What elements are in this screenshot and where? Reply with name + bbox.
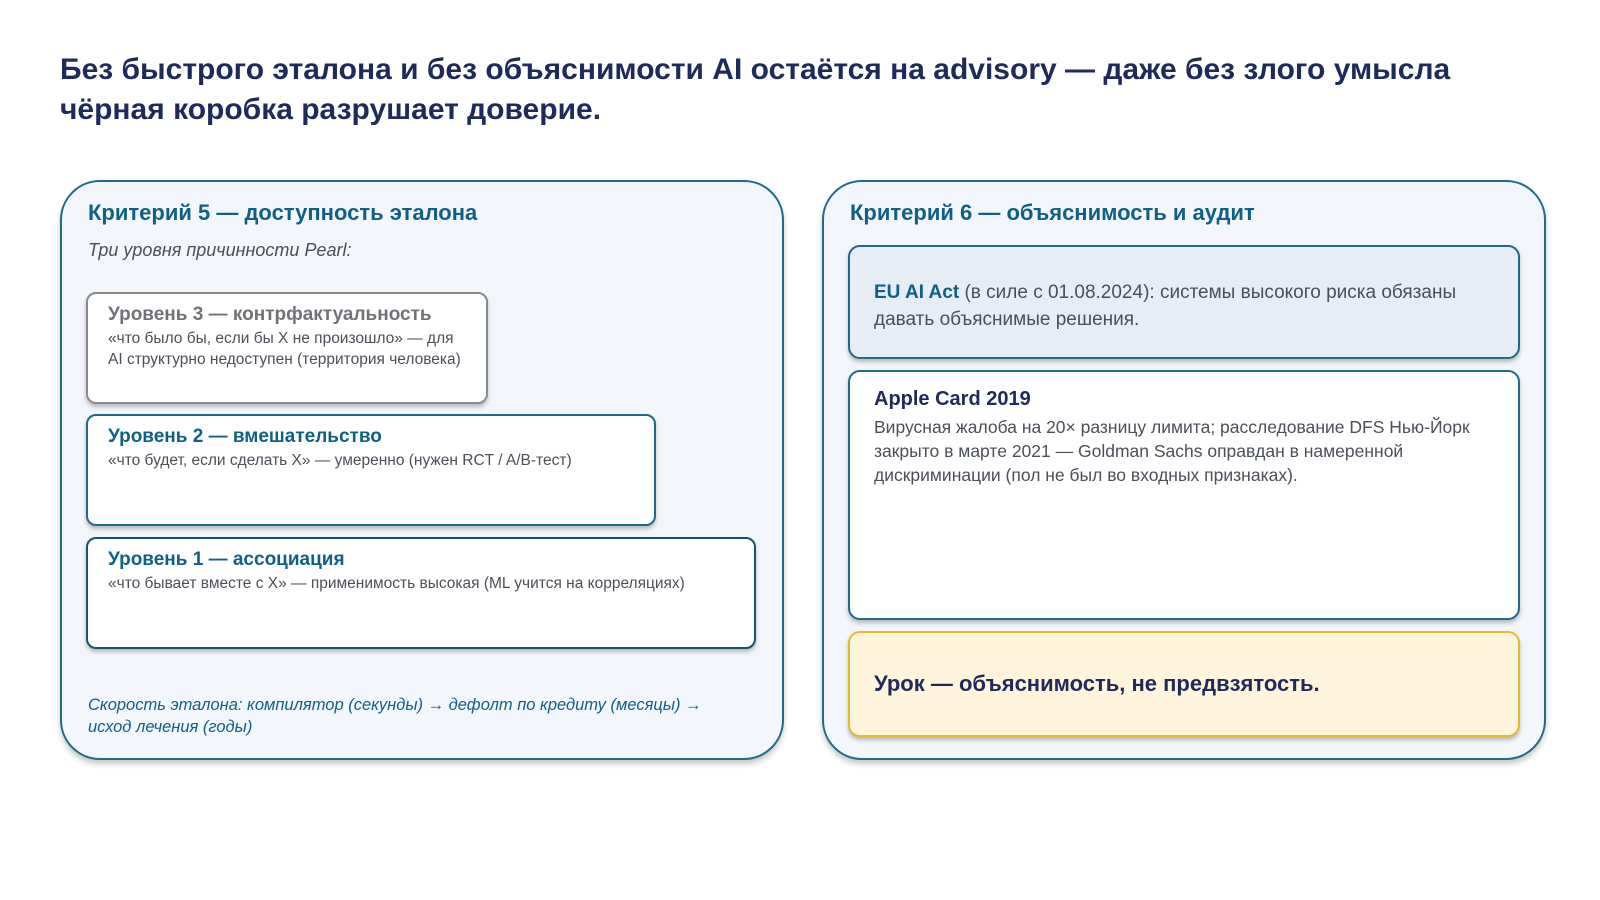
eu-ai-act-highlight: EU AI Act bbox=[874, 282, 960, 303]
causality-subtitle: Три уровня причинности Pearl: bbox=[88, 240, 352, 260]
level-1-card bbox=[86, 537, 756, 649]
apple-card-desc: Вирусная жалоба на 20× разницу лимита; расследование DFS Нью-Йорк закрыто в марте 2021 — Goldman Sachs оправдан в намеренной дискриминации (пол не был во входных признаках). bbox=[874, 417, 1470, 485]
eu-ai-act-body: (в силе с 01.08.2024): системы высокого риска обязаны давать объяснимые решения. bbox=[874, 282, 1457, 330]
criterion-5-title: Критерий 5 — доступность эталона bbox=[88, 200, 478, 225]
criterion-5-panel bbox=[60, 180, 784, 760]
level-2-card bbox=[86, 414, 656, 526]
level-3-card bbox=[86, 292, 488, 404]
lesson-text: Урок — объяснимость, не предвзятость. bbox=[874, 671, 1320, 696]
apple-card-title: Apple Card 2019 bbox=[874, 388, 1031, 410]
eu-ai-act-text bbox=[874, 279, 1494, 333]
level-1-title: Уровень 1 — ассоциация bbox=[108, 549, 345, 570]
page-title: Без быстрого эталона и без объяснимости AI остаётся на advisory — даже без злого умысла чёрная коробка разрушает доверие. bbox=[60, 53, 1451, 126]
lesson-card bbox=[848, 631, 1520, 737]
eu-ai-act-card bbox=[848, 245, 1520, 359]
benchmark-speed-note: Скорость эталона: компилятор (секунды) → дефолт по кредиту (месяцы) → исход лечения (годы) bbox=[88, 696, 702, 736]
level-1-desc: «что бывает вместе с X» — применимость высокая (ML учится на корреляциях) bbox=[108, 575, 685, 592]
level-3-desc: «что было бы, если бы X не произошло» — для AI структурно недоступен (территория человека) bbox=[108, 330, 461, 368]
apple-card-case bbox=[848, 370, 1520, 620]
criterion-6-panel bbox=[822, 180, 1546, 760]
level-2-title: Уровень 2 — вмешательство bbox=[108, 426, 382, 447]
criterion-6-title: Критерий 6 — объяснимость и аудит bbox=[850, 200, 1255, 225]
level-2-desc: «что будет, если сделать X» — умеренно (нужен RCT / A/B-тест) bbox=[108, 452, 572, 469]
level-3-title: Уровень 3 — контрфактуальность bbox=[108, 304, 432, 325]
